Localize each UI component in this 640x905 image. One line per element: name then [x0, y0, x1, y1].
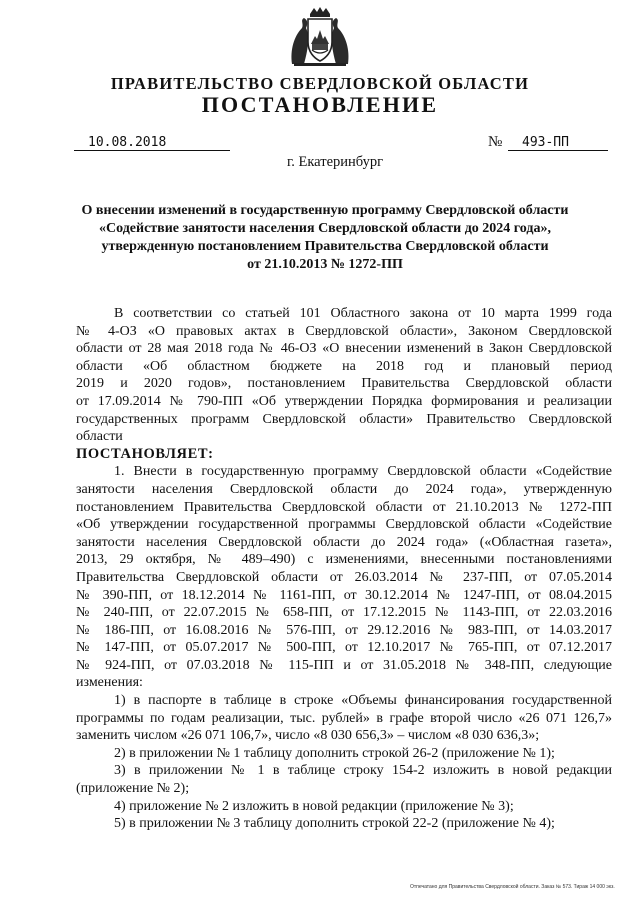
item1-line: Правительства Свердловской области от 26.03.2014 № 237-ПП, от 07.05.2014: [76, 569, 612, 585]
item1-line: № 240-ПП, от 22.07.2015 № 658-ПП, от 17.12.2015 № 1143-ПП, от 22.03.2016: [76, 605, 612, 621]
sverdlovsk-coat-of-arms-icon: [288, 6, 352, 68]
document-subject: [60, 202, 590, 274]
item1-line: постановлением Правительства Свердловской области от 21.10.2013 № 1272-ПП: [76, 499, 612, 515]
subject-line: утвержденную постановлением Правительства Свердловской области: [101, 239, 549, 254]
preamble-line: области от 28 мая 2018 года № 46-ОЗ «О внесении изменений в Закон Свердловской: [76, 341, 612, 357]
subitem-3-line: 3) в приложении № 1 в таблице строку 154-2 изложить в новой редакции: [114, 763, 612, 779]
item1-line: № 390-ПП, от 18.12.2014 № 1161-ПП, от 30.12.2014 № 1247-ПП, от 08.04.2015: [76, 587, 612, 603]
preamble-line: области «Об областном бюджете на 2018 год и плановый период: [76, 358, 612, 374]
subitem-3-line: (приложение № 2);: [76, 781, 190, 797]
preamble-line: области: [76, 429, 123, 445]
document-number: 493-ПП: [508, 134, 608, 151]
item1-line: № 924-ПП, от 07.03.2018 № 115-ПП и от 31.05.2018 № 348-ПП, следующие: [76, 657, 612, 673]
print-note: Отпечатано для Правительства Свердловской области. Заказ № 573. Тираж 14 000 экз.: [410, 884, 615, 890]
subitem-1-line: программы по годам реализации, тыс. рублей» в графе второй число «26 071 126,7»: [76, 710, 612, 726]
preamble-line: № 4-ОЗ «О правовых актах в Свердловской области», Законом Свердловской: [76, 323, 612, 339]
document-type: ПОСТАНОВЛЕНИЕ: [201, 92, 439, 117]
document-body: [76, 305, 612, 833]
preamble-line: от 17.09.2014 № 790-ПП «Об утверждении Порядка формирования и реализации: [76, 393, 612, 409]
subitem-1-line: заменить числом «26 071 106,7», число «8 030 656,3» – числом «8 030 636,3»;: [76, 728, 540, 744]
resolves-heading: ПОСТАНОВЛЯЕТ:: [76, 445, 214, 462]
government-title: ПРАВИТЕЛЬСТВО СВЕРДЛОВСКОЙ ОБЛАСТИ: [110, 74, 530, 93]
document-date: 10.08.2018: [74, 134, 230, 151]
item1-line: «Об утверждении государственной программы Свердловской области «Содействие: [76, 517, 612, 533]
city: г. Екатеринбург: [286, 154, 384, 170]
item1-line: № 186-ПП, от 16.08.2016 № 576-ПП, от 29.12.2016 № 983-ПП, от 14.03.2017: [76, 622, 612, 638]
item1-line: занятости населения Свердловской области до 2024 года», утвержденную: [76, 481, 612, 497]
item1-line: № 147-ПП, от 05.07.2017 № 500-ПП, от 12.10.2017 № 765-ПП, от 07.12.2017: [76, 640, 612, 656]
subitem-4-line: 4) приложение № 2 изложить в новой редакции (приложение № 3);: [114, 798, 514, 814]
item1-line: 1. Внести в государственную программу Свердловской области «Содействие: [114, 464, 612, 480]
item1-line: 2013, 29 октября, № 489–490) с изменениями, внесенными постановлениями: [76, 552, 612, 568]
item1-line: изменения:: [76, 675, 143, 691]
item1-line: занятости населения Свердловской области до 2024 года» («Областная газета»,: [76, 534, 612, 550]
subject-line: «Содействие занятости населения Свердловской области до 2024 года»,: [99, 221, 551, 236]
number-label: №: [488, 134, 503, 150]
subitem-2-line: 2) в приложении № 1 таблицу дополнить строкой 26-2 (приложение № 1);: [114, 745, 555, 761]
subject-line: О внесении изменений в государственную программу Свердловской области: [81, 203, 569, 218]
preamble-line: 2019 и 2020 годов», постановлением Правительства Свердловской области: [76, 376, 612, 392]
preamble-line: В соответствии со статьей 101 Областного закона от 10 марта 1999 года: [114, 306, 612, 321]
subitem-1-line: 1) в паспорте в таблице в строке «Объемы финансирования государственной: [114, 693, 612, 709]
subject-line: от 21.10.2013 № 1272-ПП: [247, 257, 403, 272]
preamble-line: государственных программ Свердловской области» Правительство Свердловской: [76, 411, 612, 427]
subitem-5-line: 5) в приложении № 3 таблицу дополнить строкой 22-2 (приложение № 4);: [114, 816, 555, 832]
